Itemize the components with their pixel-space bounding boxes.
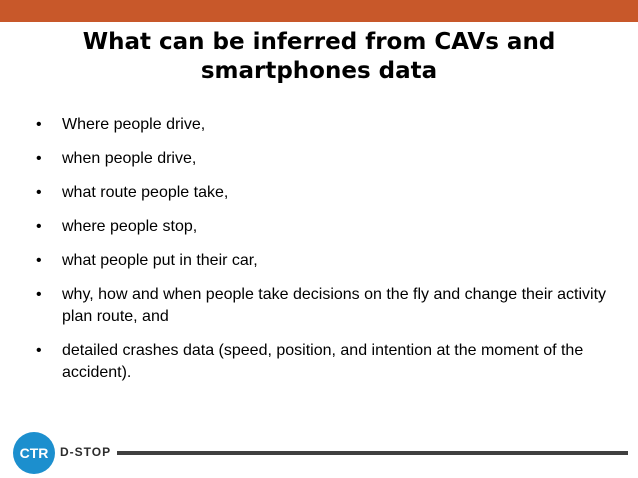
list-item bbox=[0, 250, 638, 272]
bullet-point: • bbox=[36, 218, 42, 235]
bullet-point: • bbox=[36, 184, 42, 201]
list-item bbox=[0, 284, 638, 328]
list-item bbox=[0, 340, 638, 384]
bullet-text: what people put in their car, bbox=[62, 252, 258, 269]
list-item bbox=[0, 148, 638, 170]
bullet-text: detailed crashes data (speed, position, and intention at the moment of the accident). bbox=[62, 342, 584, 381]
slide-title: What can be inferred from CAVs and smartphones data bbox=[82, 29, 556, 84]
list-item bbox=[0, 182, 638, 204]
bullet-text: what route people take, bbox=[62, 184, 229, 201]
list-item bbox=[0, 114, 638, 136]
bullet-text: where people stop, bbox=[62, 218, 198, 235]
top-accent-bar bbox=[0, 0, 638, 22]
logo-text: CTR bbox=[19, 445, 49, 461]
bullet-text: Where people drive, bbox=[62, 116, 206, 133]
bullet-point: • bbox=[36, 252, 42, 269]
ctr-logo bbox=[12, 431, 56, 475]
list-item bbox=[0, 216, 638, 238]
bullet-list bbox=[0, 114, 638, 396]
bullet-text: when people drive, bbox=[62, 150, 197, 167]
footer-divider-line bbox=[117, 451, 628, 455]
bullet-point: • bbox=[36, 116, 42, 133]
footer-brand: D-STOP bbox=[60, 445, 112, 459]
bullet-text: why, how and when people take decisions on the fly and change their activity plan route, and bbox=[62, 286, 607, 325]
bullet-point: • bbox=[36, 342, 42, 359]
bullet-point: • bbox=[36, 286, 42, 303]
bullet-point: • bbox=[36, 150, 42, 167]
